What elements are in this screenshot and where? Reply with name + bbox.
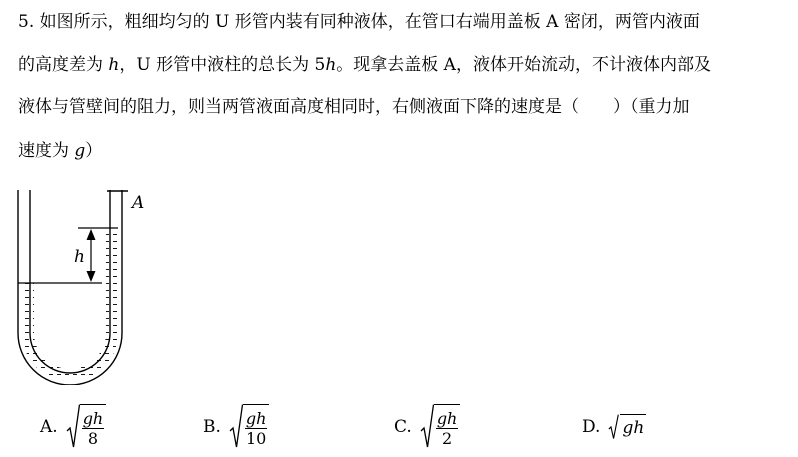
label-A: A (132, 193, 145, 213)
sqrt-expression (66, 404, 107, 450)
sqrt-expression (420, 404, 461, 450)
u-tube-diagram (0, 180, 170, 385)
question-text-4a: 速度为 (18, 141, 75, 161)
question-line-4 (18, 141, 102, 161)
arrow-head-up (87, 229, 96, 240)
option-a[interactable] (40, 400, 106, 454)
option-b-label: B. (203, 417, 221, 437)
fraction-denominator: 2 (441, 429, 453, 448)
fraction-numerator: gh (82, 409, 104, 428)
liquid (22, 228, 118, 381)
question-number: 5. (18, 12, 35, 32)
option-a-label: A. (40, 417, 58, 437)
question-text-1: 如图所示，粗细均匀的 U 形管内装有同种液体，在管口右端用盖板 A 密闭，两管内液面 (39, 12, 700, 32)
option-d[interactable] (582, 400, 646, 454)
question-text-2a: 的高度差为 (18, 55, 109, 75)
sqrt-expression (608, 414, 646, 440)
radicand: gh (622, 417, 645, 438)
label-h: h (74, 247, 85, 267)
question-text-3: 液体与管壁间的阻力，则当两管液面高度相同时，右侧液面下降的速度是（ ）（重力加 (18, 97, 690, 117)
option-c[interactable] (394, 400, 460, 454)
question-line-3 (18, 97, 690, 117)
sqrt-expression (229, 404, 270, 450)
fraction-numerator: gh (245, 409, 267, 428)
option-b[interactable] (203, 400, 269, 454)
option-c-label: C. (394, 417, 412, 437)
question-text-2b: ，U 形管中液柱的总长为 5 (119, 55, 326, 75)
question-text-2c: 。现拿去盖板 A，液体开始流动，不计液体内部及 (336, 55, 711, 75)
fraction-denominator: 8 (87, 429, 99, 448)
fraction-denominator: 10 (246, 429, 267, 448)
option-d-label: D. (582, 417, 601, 437)
radical-sign-icon (420, 404, 434, 450)
arrow-head-down (87, 271, 96, 282)
variable-h: h (325, 55, 337, 75)
variable-g: g (74, 141, 86, 161)
variable-h: h (108, 55, 120, 75)
tube-inner-wall (30, 190, 110, 373)
question-text-4b: ） (85, 141, 103, 161)
radical-sign-icon (608, 414, 620, 440)
question-line-1 (18, 12, 700, 32)
radical-sign-icon (66, 404, 80, 450)
question-line-2 (18, 55, 711, 75)
fraction-numerator: gh (436, 409, 458, 428)
radical-sign-icon (229, 404, 243, 450)
